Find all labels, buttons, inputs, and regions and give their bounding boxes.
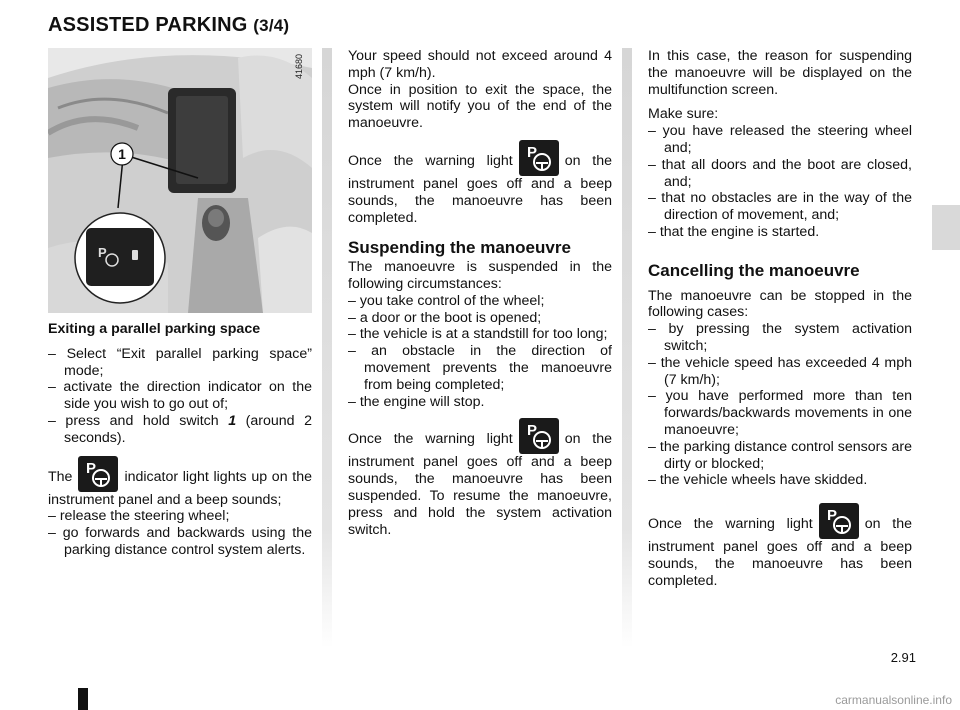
cancel-item: – the vehicle speed has exceeded 4 mph (7 km/h); [648, 354, 912, 388]
cancel-item: – the vehicle wheels have skidded. [648, 472, 868, 489]
switch-reference: 1 [228, 412, 237, 429]
parking-warning-light-icon [819, 503, 859, 539]
svg-text:P: P [86, 459, 97, 477]
suspend-item: – the engine will stop. [348, 393, 485, 410]
column-1 [48, 48, 312, 559]
cancel-item: – you have performed more than ten forwards/backwards movements in one manoeuvre; [648, 388, 912, 438]
cancel-completed-text-before: Once the warning light [648, 516, 813, 533]
exit-parallel-subheading: Exiting a parallel parking space [48, 321, 261, 337]
svg-text:P: P [826, 507, 837, 525]
suspended-paragraph [348, 418, 612, 538]
suspend-item: – an obstacle in the direction of movement prevents the manoeuvre from being completed; [348, 343, 612, 393]
completed-text-before: Once the warning light [348, 152, 513, 169]
make-sure-label: Make sure: [648, 106, 719, 123]
after-step-1: – release the steering wheel; [48, 508, 230, 525]
column-divider-right [622, 48, 632, 648]
check-item: – that no obstacles are in the way of the direction of movement, and; [648, 190, 912, 224]
svg-text:P: P [526, 143, 537, 161]
page-title-suffix: (3/4) [253, 16, 290, 35]
suspend-item: – you take control of the wheel; [348, 292, 545, 309]
after-step-2: – go forwards and backwards using the parking distance control system alerts. [48, 525, 312, 558]
cancel-completed-text-after: on the instrument panel goes off and a beep sounds, the manoeuvre has been completed. [648, 516, 912, 589]
speed-paragraph: Your speed should not exceed around 4 mph (7 km/h). [348, 48, 612, 81]
figure-reference-number: 41680 [294, 54, 305, 80]
cancel-completed-paragraph [648, 503, 912, 589]
suspending-heading: Suspending the manoeuvre [348, 238, 571, 258]
suspended-text-after: on the instrument panel goes off and a beep sounds, the manoeuvre has been suspended. To resume the manoeuvre, press and hold the system activation switch. [348, 431, 612, 538]
cancelling-heading: Cancelling the manoeuvre [648, 260, 860, 280]
check-item: – that the engine is started. [648, 223, 820, 240]
column-3 [648, 48, 912, 598]
suspended-text-before: Once the warning light [348, 431, 513, 448]
exit-step-2: – activate the direction indicator on the side you wish to go out of; [48, 379, 312, 413]
reason-paragraph: In this case, the reason for suspending the manoeuvre will be displayed on the multifunction screen. [648, 48, 912, 98]
check-item: – you have released the steering wheel and; [648, 123, 912, 156]
svg-text:P: P [526, 422, 537, 440]
cancel-item: – the parking distance control sensors are dirty or blocked; [648, 438, 912, 472]
page-number: 2.91 [890, 650, 916, 665]
svg-text:P: P [98, 245, 107, 260]
column-divider-left [322, 48, 332, 648]
completed-text-after: on the instrument panel goes off and a beep sounds, the manoeuvre has been completed. [348, 152, 612, 226]
page-title [48, 14, 289, 37]
indicator-text-after: indicator light lights up on the instrument panel and a beep sounds; [48, 468, 312, 508]
indicator-text-before: The [48, 468, 73, 485]
corner-mark [78, 688, 88, 710]
exit-step-3-text: – press and hold switch [48, 412, 229, 429]
indicator-paragraph [48, 456, 312, 509]
suspending-intro: The manoeuvre is suspended in the following circumstances: [348, 259, 612, 292]
suspend-item: – a door or the boot is opened; [348, 309, 542, 326]
parking-warning-light-icon [519, 418, 559, 454]
completed-paragraph [348, 140, 612, 226]
figure-callout-1: 1 [118, 146, 126, 162]
exit-step-3-rest: (around 2 seconds). [64, 412, 312, 446]
exit-position-paragraph: Once in position to exit the space, the system will notify you of the end of the manoeuvre. [348, 81, 612, 132]
suspend-item: – the vehicle is at a standstill for too long; [348, 326, 608, 343]
check-item: – that all doors and the boot are closed, and; [648, 156, 912, 190]
dashboard-illustration [48, 48, 312, 313]
cancelling-intro: The manoeuvre can be stopped in the following cases: [648, 287, 912, 321]
exit-step-1: – Select “Exit parallel parking space” mode; [48, 345, 312, 379]
parking-warning-light-icon [78, 456, 118, 492]
column-2 [348, 48, 612, 546]
page-title-text: ASSISTED PARKING [48, 14, 248, 36]
exit-step-3 [48, 413, 312, 447]
parking-warning-light-icon [519, 140, 559, 176]
section-tab [932, 205, 960, 250]
watermark: carmanualsonline.info [835, 693, 952, 707]
cancel-item: – by pressing the system activation switch; [648, 321, 912, 354]
